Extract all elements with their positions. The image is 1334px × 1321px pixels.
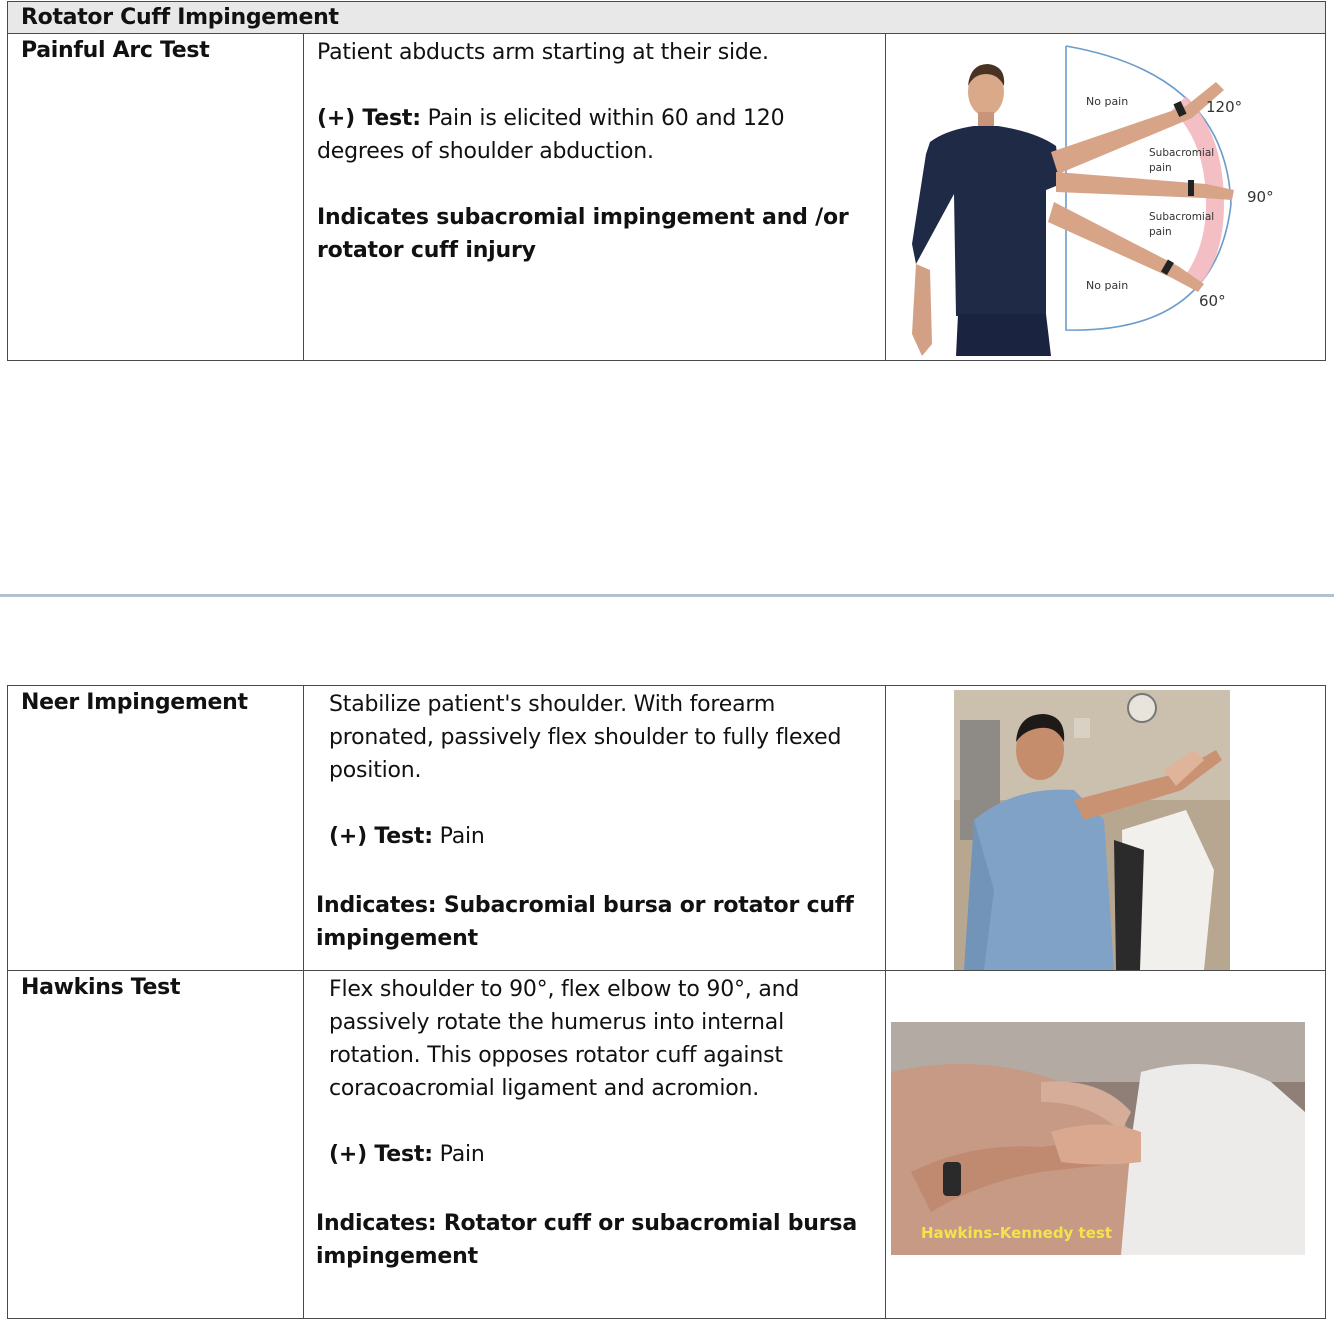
watch-90 [1188,180,1194,196]
section-separator [0,594,1334,597]
painful-arc-table [7,1,1326,361]
description-painful-arc [304,34,886,361]
painful-arc-figure-cell [886,34,1326,361]
hawkins-positive-text: Pain [432,1142,485,1167]
neer-positive-label: (+) Test: [329,824,433,849]
label-subacromial-2b: pain [1149,226,1172,238]
label-angle-90: 90° [1247,188,1274,206]
neer-positive-text: Pain [432,824,485,849]
neer-procedure: Stabilize patient's shoulder. With forearm pronated, passively flex shoulder to fully flexed position. [329,692,842,783]
positive-text: Pain is elicited within 60 and 120 degrees of shoulder abduction. [317,106,785,164]
label-subacromial-2a: Subacromial [1149,211,1215,223]
hawkins-procedure: Flex shoulder to 90°, flex elbow to 90°, and passively rotate the humerus into internal rotation. This opposes rotator cuff against coracoacromial ligament and acromion. [329,977,800,1101]
section-title: Rotator Cuff Impingement [8,2,1326,34]
neer-indication: Indicates: Subacromial bursa or rotator cuff impingement [316,893,854,951]
test-name-painful-arc: Painful Arc Test [8,34,304,361]
label-subacromial-1a: Subacromial [1149,147,1215,159]
label-no-pain-bottom: No pain [1086,279,1129,292]
hawkins-photo [891,1022,1305,1255]
hawkins-positive [316,1138,875,1171]
impingement-tests-table [7,685,1326,1319]
label-subacromial-1b: pain [1149,162,1172,174]
person-trousers [956,314,1051,356]
label-no-pain-top: No pain [1086,95,1129,108]
description-hawkins [304,971,886,1319]
label-angle-120: 120° [1206,98,1243,116]
description-neer [304,686,886,971]
procedure-text: Patient abducts arm starting at their side. [317,40,769,65]
hawkins-indication: Indicates: Rotator cuff or subacromial bursa impingement [316,1211,857,1269]
indication-text: Indicates subacromial impingement and /or rotator cuff injury [317,205,849,263]
neer-photo-cell [886,686,1326,971]
neer-photo [954,690,1230,970]
test-name-hawkins: Hawkins Test [8,971,304,1319]
neer-positive [316,820,875,853]
hawkins-positive-label: (+) Test: [329,1142,433,1167]
test-name-neer: Neer Impingement [8,686,304,971]
person-scrubs [912,126,1061,316]
hawkins-caption: Hawkins–Kennedy test [921,1224,1113,1242]
label-angle-60: 60° [1199,292,1226,310]
positive-test [317,102,875,168]
positive-label: (+) Test: [317,106,421,131]
hawkins-photo-cell [886,971,1326,1319]
painful-arc-illustration [886,34,1324,356]
person-left-arm [912,264,932,356]
